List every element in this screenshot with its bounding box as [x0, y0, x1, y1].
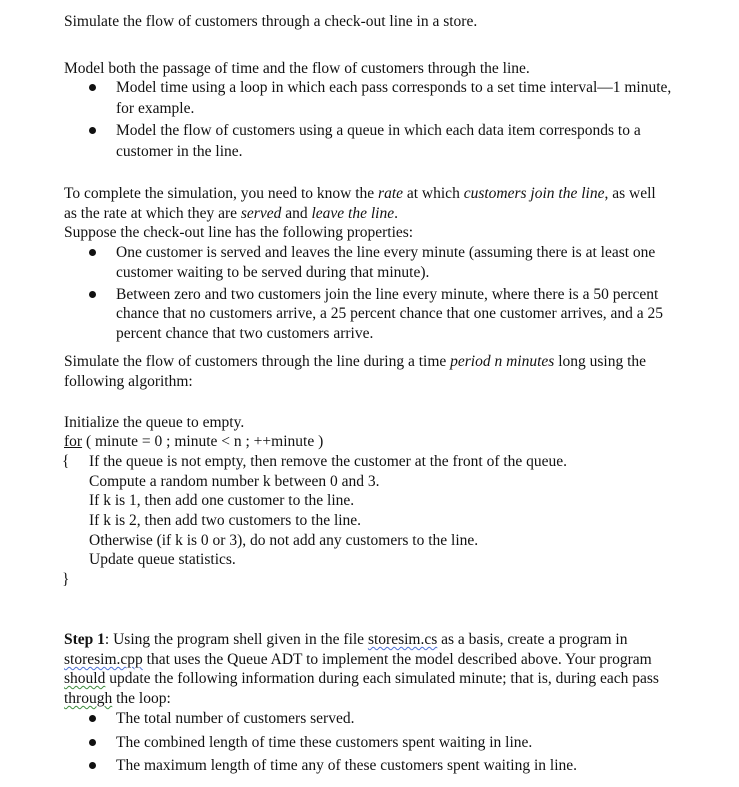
rates-bullet-1-line-1: One customer is served and leaves the line every minute (assuming there is at least one — [116, 244, 656, 261]
step1-line-2: storesim.cpp that uses the Queue ADT to implement the model described above. Your program — [64, 651, 652, 668]
model-bullet-2-line-2: customer in the line. — [116, 143, 243, 160]
step1-bullet-3: The maximum length of time any of these customers spent waiting in line. — [116, 757, 578, 774]
rates-bullet-2-line-2: chance that no customers arrive, a 25 percent chance that one customer arrives, and a 25 — [116, 305, 663, 322]
rates-bullet-2-line-1: Between zero and two customers join the line every minute, where there is a 50 percent — [116, 286, 659, 303]
bullet-dot — [89, 127, 96, 134]
step1-line-3: should update the following information during each simulated minute; that is, during each pass — [64, 670, 659, 687]
model-heading: Model both the passage of time and the flow of customers through the line. — [64, 60, 530, 77]
model-bullet-1-line-2: for example. — [116, 100, 195, 117]
step1-bullet-2: The combined length of time these customers spent waiting in line. — [116, 734, 533, 751]
algorithm-line-3: If k is 1, then add one customer to the line. — [89, 492, 355, 509]
algorithm-line-5: Otherwise (if k is 0 or 3), do not add any customers to the line. — [89, 532, 479, 549]
algorithm-init: Initialize the queue to empty. — [64, 414, 245, 431]
algorithm-close-brace: } — [62, 571, 70, 588]
rates-bullet-2-line-3: percent chance that two customers arrive. — [116, 325, 374, 342]
algorithm-line-1: If the queue is not empty, then remove the customer at the front of the queue. — [89, 453, 568, 470]
step1-bullet-1: The total number of customers served. — [116, 710, 355, 727]
bullet-dot — [89, 84, 96, 91]
model-bullet-1-line-1: Model time using a loop in which each pass corresponds to a set time interval—1 minute, — [116, 79, 672, 96]
step1-line-4: through the loop: — [64, 690, 171, 707]
bullet-dot — [89, 715, 96, 722]
bullet-dot — [89, 249, 96, 256]
bullet-dot — [89, 762, 96, 769]
model-bullet-2-line-1: Model the flow of customers using a queue in which each data item corresponds to a — [116, 122, 641, 139]
bullet-dot — [89, 291, 96, 298]
rates-line-2: as the rate at which they are served and leave the line. — [64, 205, 398, 222]
rates-bullet-1-line-2: customer waiting to be served during that minute). — [116, 264, 430, 281]
simulate-line-2: following algorithm: — [64, 373, 193, 390]
simulate-line-1: Simulate the flow of customers through the line during a time period n minutes long using the — [64, 353, 647, 370]
algorithm-open-brace: { — [62, 453, 70, 470]
step1-line-1: Step 1: Using the program shell given in the file storesim.cs as a basis, create a program in — [64, 631, 628, 648]
algorithm-line-4: If k is 2, then add two customers to the line. — [89, 512, 362, 529]
rates-line-3: Suppose the check-out line has the following properties: — [64, 224, 414, 241]
bullet-dot — [89, 739, 96, 746]
rates-line-1: To complete the simulation, you need to know the rate at which customers join the line, as well — [64, 185, 656, 202]
algorithm-for-line: for ( minute = 0 ; minute < n ; ++minute ) — [64, 433, 324, 450]
algorithm-line-2: Compute a random number k between 0 and 3. — [89, 473, 380, 490]
intro-text: Simulate the flow of customers through a check-out line in a store. — [64, 13, 478, 30]
algorithm-line-6: Update queue statistics. — [89, 551, 236, 568]
